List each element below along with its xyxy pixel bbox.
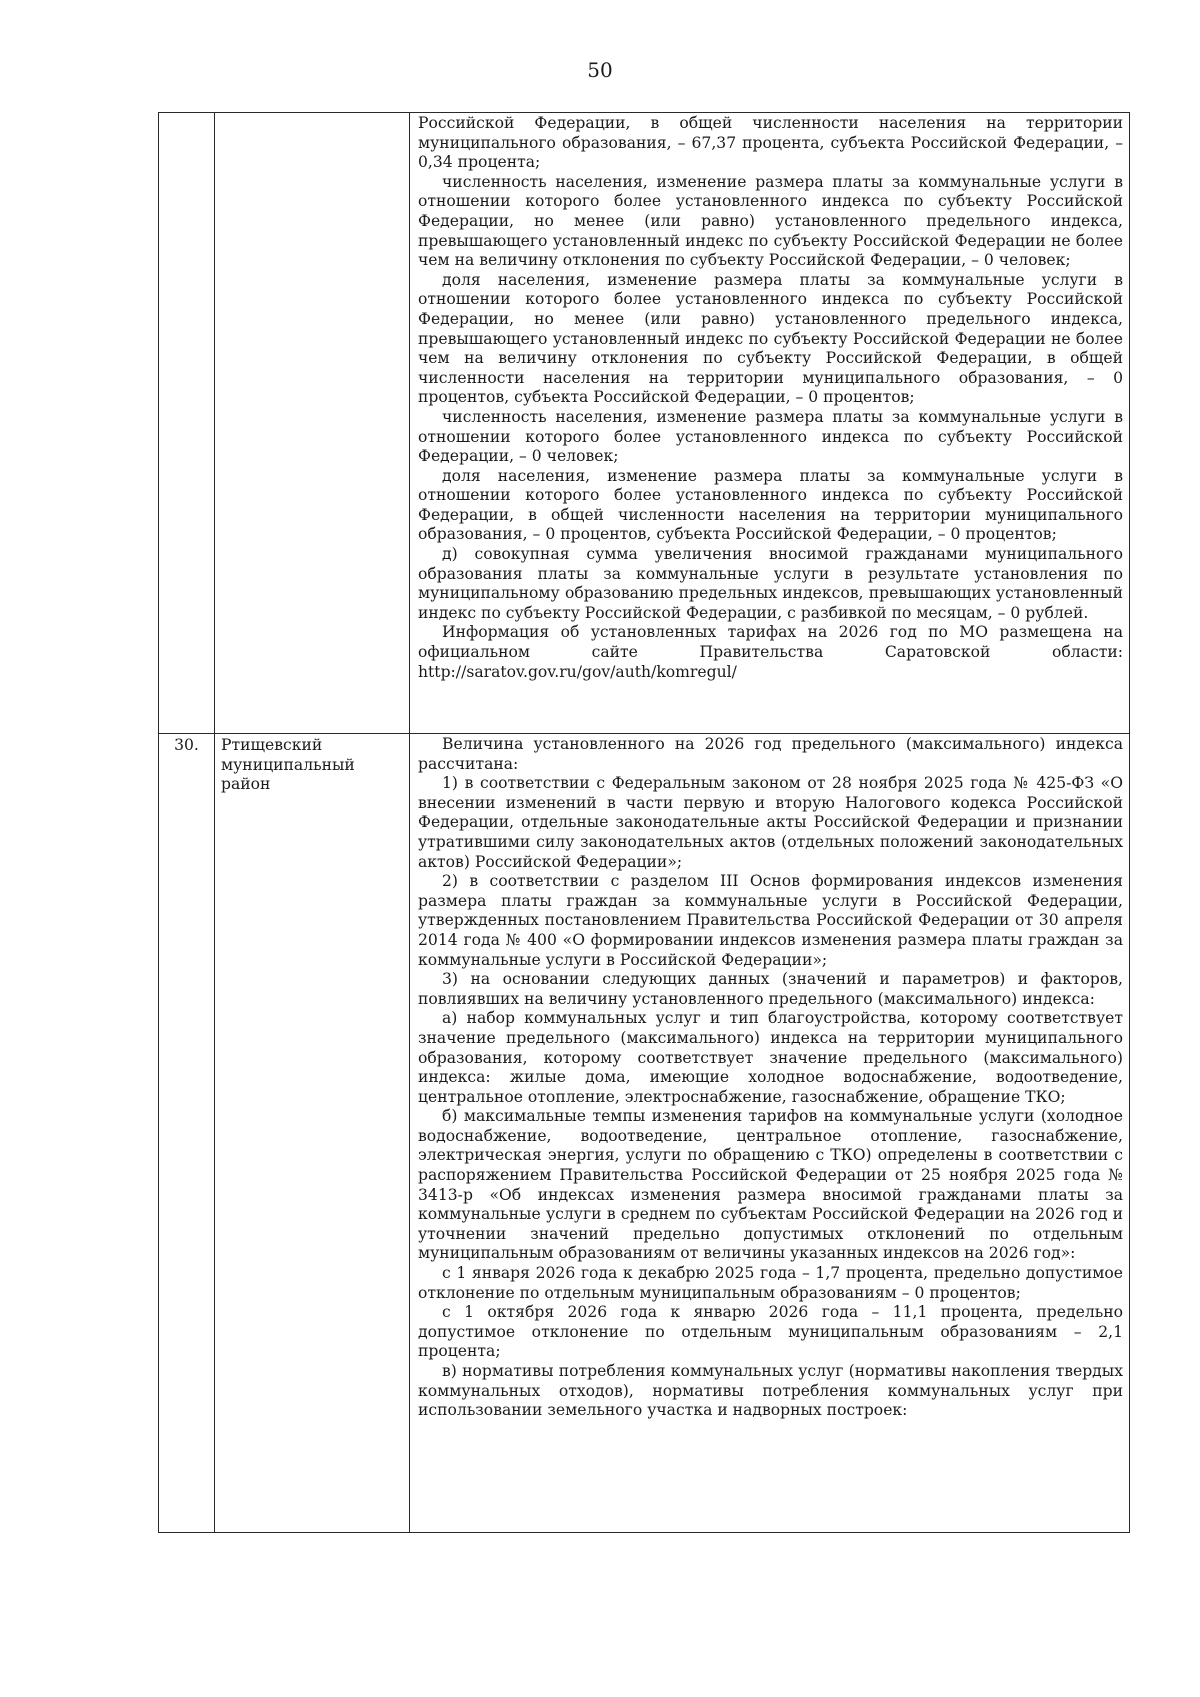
paragraph: Информация об установленных тарифах на 2026 год по МО размещена на официальном сайте Правительства Саратовской области: http://saratov.gov.ru/gov/auth/komregul/ <box>418 623 1123 681</box>
municipality-name-cell: Ртищевский муниципальный район <box>215 734 410 1533</box>
municipality-name-cell <box>215 113 410 734</box>
row-number-cell <box>159 113 215 734</box>
table-row-30 <box>159 734 1130 1533</box>
paragraph: а) набор коммунальных услуг и тип благоустройства, которому соответствует значение предельного (максимального) индекса на территории муниципального образования, которому соответствует значение предельного (максимального) индекса: жилые дома, имеющие холодное водоснабжение, водоотведение, центральное отопление, электроснабжение, газоснабжение, обращение ТКО; <box>418 1009 1123 1106</box>
page-number: 50 <box>587 58 613 82</box>
paragraph: с 1 января 2026 года к декабрю 2025 года – 1,7 процента, предельно допустимое отклонение по отдельным муниципальным образованиям – 0 процентов; <box>418 1264 1123 1302</box>
paragraph: б) максимальные темпы изменения тарифов на коммунальные услуги (холодное водоснабжение, водоотведение, центральное отопление, газоснабжение, электрическая энергия, услуги по обращению с ТКО) определены в соответствии с распоряжением Правительства Российской Федерации от 25 ноября 2025 года № 3413-р «Об индексах изменения размера вносимой гражданами платы за коммунальные услуги в среднем по субъектам Российской Федерации на 2026 год и уточнении значений предельно допустимых отклонений по отдельным муниципальным образованиям от величины указанных индексов на 2026 год»: <box>418 1107 1123 1263</box>
paragraph: численность населения, изменение размера платы за коммунальные услуги в отношении которого более установленного индекса по субъекту Российской Федерации, но менее (или равно) установленного предельного индекса, превышающего установленный индекс по субъекту Российской Федерации не более чем на величину отклонения по субъекту Российской Федерации, – 0 человек; <box>418 172 1123 270</box>
description-cell <box>410 113 1130 734</box>
paragraph: 3) на основании следующих данных (значений и параметров) и факторов, повлиявших на величину установленного предельного (максимального) индекса: <box>418 970 1123 1008</box>
paragraph: доля населения, изменение размера платы за коммунальные услуги в отношении которого более установленного индекса по субъекту Российской Федерации, в общей численности населения на территории муниципального образования, – 0 процентов, субъекта Российской Федерации, – 0 процентов; <box>418 466 1123 544</box>
description-cell <box>410 734 1130 1533</box>
table-row-continued <box>159 113 1130 734</box>
paragraph: в) нормативы потребления коммунальных услуг (нормативы накопления твердых коммунальных отходов), нормативы потребления коммунальных услуг при использовании земельного участка и надворных построек: <box>418 1362 1123 1420</box>
paragraph: доля населения, изменение размера платы за коммунальные услуги в отношении которого более установленного индекса по субъекту Российской Федерации, но менее (или равно) установленного предельного индекса, превышающего установленный индекс по субъекту Российской Федерации не более чем на величину отклонения по субъекту Российской Федерации, в общей численности населения на территории муниципального образования, – 0 процентов, субъекта Российской Федерации, – 0 процентов; <box>418 270 1123 407</box>
paragraph: с 1 октября 2026 года к январю 2026 года – 11,1 процента, предельно допустимое отклонение по отдельным муниципальным образованиям – 2,1 процента; <box>418 1303 1123 1361</box>
paragraph: Российской Федерации, в общей численности населения на территории муниципального образования, – 67,37 процента, субъекта Российской Федерации, – 0,34 процента; <box>418 114 1123 172</box>
row-number-cell: 30. <box>159 734 215 1533</box>
document-table <box>158 112 1130 1533</box>
paragraph: 2) в соответствии с разделом III Основ формирования индексов изменения размера платы граждан за коммунальные услуги в Российской Федерации, утвержденных постановлением Правительства Российской Федерации от 30 апреля 2014 года № 400 «О формировании индексов изменения размера платы граждан за коммунальные услуги в Российской Федерации»; <box>418 872 1123 969</box>
paragraph: численность населения, изменение размера платы за коммунальные услуги в отношении которого более установленного индекса по субъекту Российской Федерации, – 0 человек; <box>418 407 1123 466</box>
paragraph: д) совокупная сумма увеличения вносимой гражданами муниципального образования платы за коммунальные услуги в результате установления по муниципальному образованию предельных индексов, превышающих установленный индекс по субъекту Российской Федерации, с разбивкой по месяцам, – 0 рублей. <box>418 545 1123 622</box>
paragraph: 1) в соответствии с Федеральным законом от 28 ноября 2025 года № 425-ФЗ «О внесении изменений в части первую и вторую Налогового кодекса Российской Федерации, отдельные законодательные акты Российской Федерации и признании утратившими силу законодательных актов (отдельных положений законодательных актов) Российской Федерации»; <box>418 774 1123 871</box>
paragraph: Величина установленного на 2026 год предельного (максимального) индекса рассчитана: <box>418 735 1123 773</box>
